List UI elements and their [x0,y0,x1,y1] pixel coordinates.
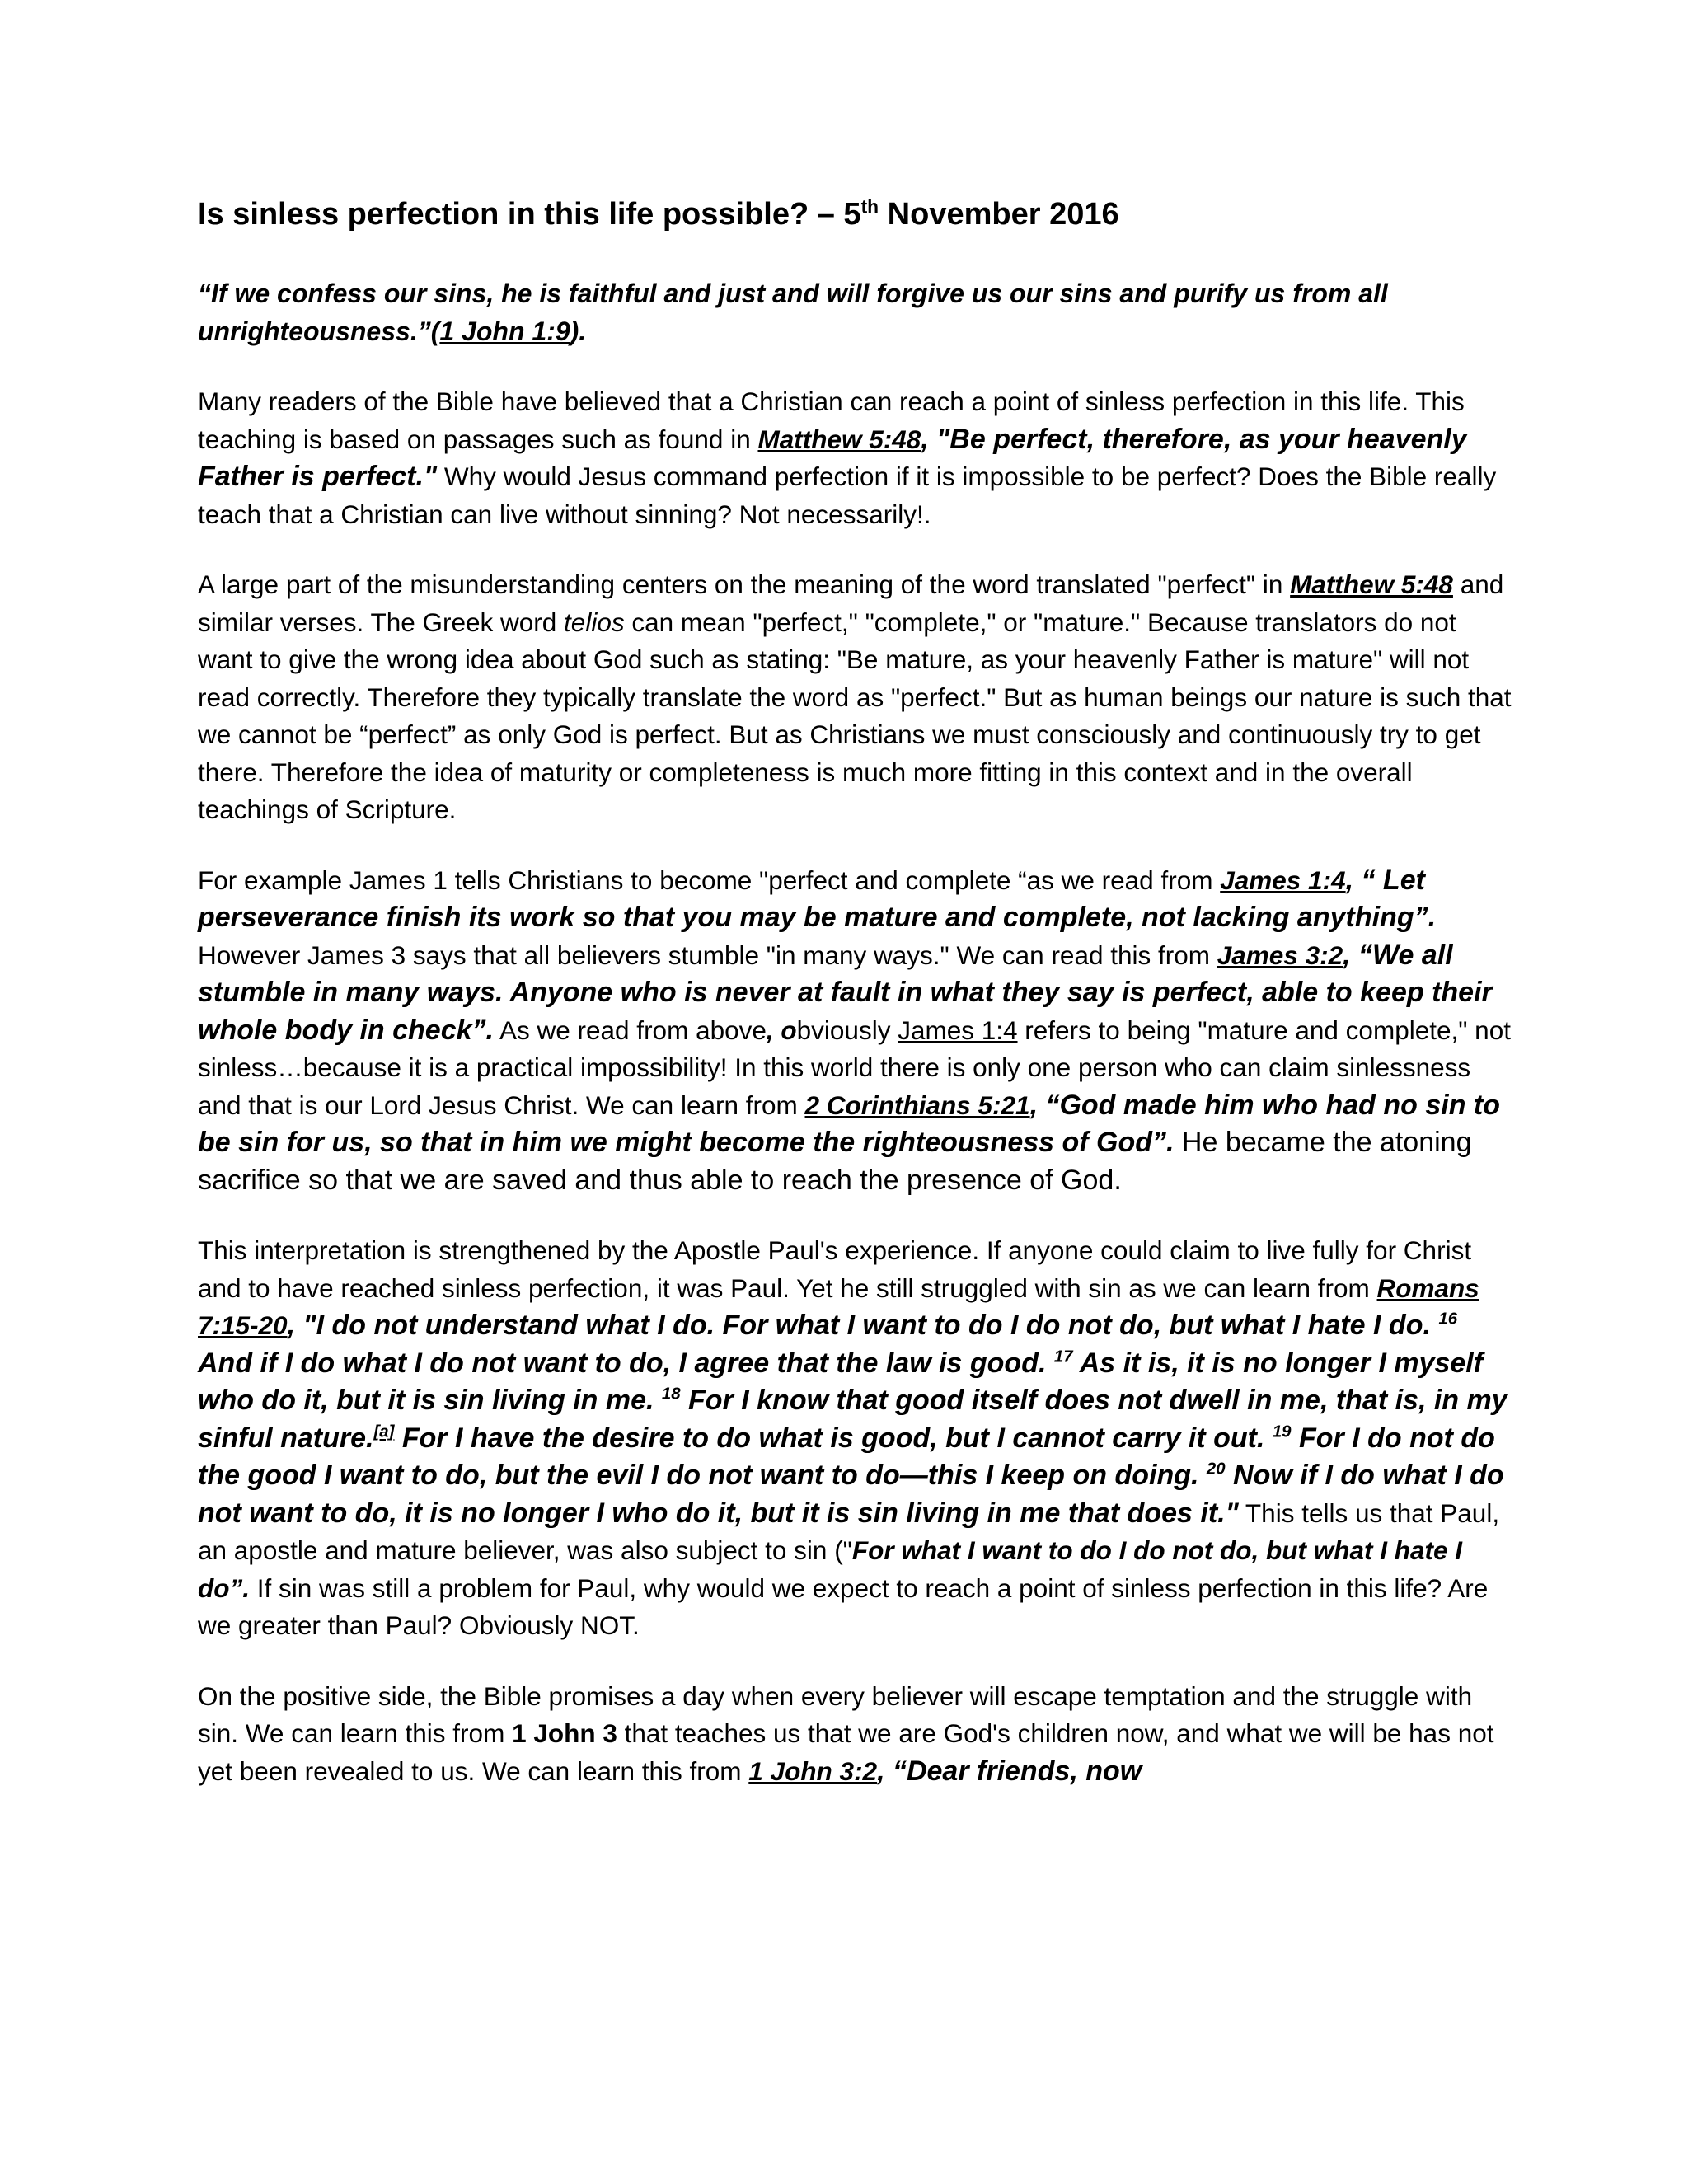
scripture-quote: , "I do not understand what I do. For what I want to do I do not do, but what I hate I do. $^{16}$ And if I do what I do not want to do, I agree that the law is good. $^{17}$ As it is, it is no longer I myself who do it, but it is sin living in me. $^{18}$ For I know that good itself does not dwell in me, that is, in my sinful nature.[a] For I have the desire to do what is good, but I cannot carry it out. $^{19}$ For I do not do the good I want to do, but the evil I do not want to do—this I keep on doing. $^{20}$ Now if I do what I do not want to do, it is no longer I who do it, but it is sin living in me that does it." [198,1310,1507,1529]
scripture-link[interactable]: Matthew 5:48 [757,424,921,454]
verse-number: 16 [1438,1310,1458,1329]
page-title: Is sinless perfection in this life possible? – 5th November 2016 [198,195,1119,232]
scripture-quote: , “God made him who had no sin to be sin for us, so that in him we might become the righteousness of God”. [198,1089,1501,1159]
scripture-quote: , “We all stumble in many ways. Anyone who is never at fault in what they say is perfect, able to keep their whole body in check”. [198,939,1493,1046]
title-superscript: th [860,195,879,218]
verse-number: 20 [1206,1460,1226,1479]
footnote-link[interactable]: [a] [373,1422,395,1441]
document-body [198,194,1517,1823]
greek-word: telios [564,607,625,637]
scripture-link[interactable]: Romans 7:15-20 [198,1272,1479,1341]
verse-number: 18 [661,1385,681,1404]
verse-number: 19 [1272,1422,1292,1441]
paragraph-4: This interpretation is strengthened by the Apostle Paul's experience. If anyone could claim to live fully for Christ and to have reached sinless perfection, it was Paul. Yet he still struggled with sin as we can learn from Romans 7:15-20, "I do not understand what I do. For what I want to do I do not do, but what I hate I do. $^{16}$ And if I do what I do not want to do, I agree that the law is good. $^{17}$ As it is, it is no longer I myself who do it, but it is sin living in me. $^{18}$ For I know that good itself does not dwell in me, that is, in my sinful nature.[a] For I have the desire to do what is good, but I cannot carry it out. $^{19}$ For I do not do the good I want to do, but the evil I do not want to do—this I keep on doing. $^{20}$ Now if I do what I do not want to do, it is no longer I who do it, but it is sin living in me that does it." This tells us that Paul, an apostle and mature believer, was also subject to sin ("For what I want to do I do not do, but what I hate I do”. If sin was still a problem for Paul, why would we expect to reach a point of sinless perfection in this life? Are we greater than Paul? Obviously NOT. [198,1235,1507,1641]
scripture-link[interactable]: Matthew 5:48 [1290,569,1453,600]
scripture-link[interactable]: James 1:4 [1220,865,1346,895]
scripture-quote: , "Be perfect, therefore, as your heavenly Father is perfect." [198,423,1467,493]
scripture-quote: , “Dear friends, now [877,1755,1142,1787]
scripture-quote: , “ Let perseverance finish its work so that you may be mature and complete, not lacking anything”. [198,864,1437,934]
paragraph-2: A large part of the misunderstanding centers on the meaning of the word translated "perfect" in Matthew 5:48 and similar verses. The Greek word telios can mean "perfect," "complete," or "mature." Because translators do not want to give the wrong idea about God such as stating: "Be mature, as your heavenly Father is mature" will not read correctly. Therefore they typically translate the word as "perfect." But as human beings our nature is such that we cannot be “perfect” as only God is perfect. But as Christians we must consciously and continuously try to get there. Therefore the idea of maturity or completeness is much more fitting in this context and in the overall teachings of Scripture. [198,569,1512,825]
paragraph-5: On the positive side, the Bible promises a day when every believer will escape temptation and the struggle with sin. We can learn this from 1 John 3 that teaches us that we are God's children now, and what we will be has not yet been revealed to us. We can learn this from 1 John 3:2, “Dear friends, now [198,1680,1494,1787]
paragraph-1: Many readers of the Bible have believed that a Christian can reach a point of sinless perfection in this life. This teaching is based on passages such as found in Matthew 5:48, "Be perfect, therefore, as your heavenly Father is perfect." Why would Jesus command perfection if it is impossible to be perfect? Does the Bible really teach that a Christian can live without sinning? Not necessarily!. [198,387,1497,529]
scripture-link[interactable]: 1 John 1:9 [439,316,570,347]
scripture-link[interactable]: James 3:2 [1217,940,1343,970]
scripture-reference: 1 John 3 [512,1718,617,1749]
scripture-link[interactable]: 2 Corinthians 5:21 [804,1090,1030,1120]
verse-number: 17 [1053,1347,1073,1366]
scripture-link[interactable]: James 1:4 [898,1015,1018,1045]
scripture-quote: For what I want to do I do not do, but what I hate I do”. [198,1535,1463,1603]
paragraph-3: For example James 1 tells Christians to become "perfect and complete “as we read from James 1:4, “ Let perseverance finish its work so that you may be mature and complete, not lacking anything”. However James 3 says that all believers stumble "in many ways." We can read this from James 3:2, “We all stumble in many ways. Anyone who is never at fault in what they say is perfect, able to keep their whole body in check”. As we read from above, obviously James 1:4 refers to being "mature and complete," not sinless…because it is a practical impossibility! In this world there is only one person who can claim sinlessness and that is our Lord Jesus Christ. We can learn from 2 Corinthians 5:21, “God made him who had no sin to be sin for us, so that in him we might become the righteousness of God”. He became the atoning sacrifice so that we are saved and thus able to reach the presence of God. [198,864,1511,1196]
epigraph: “If we confess our sins, he is faithful and just and will forgive us our sins and purify us from all unrighteousness.”(1 John 1:9). [198,279,1388,347]
scripture-link[interactable]: 1 John 3:2 [748,1755,878,1786]
